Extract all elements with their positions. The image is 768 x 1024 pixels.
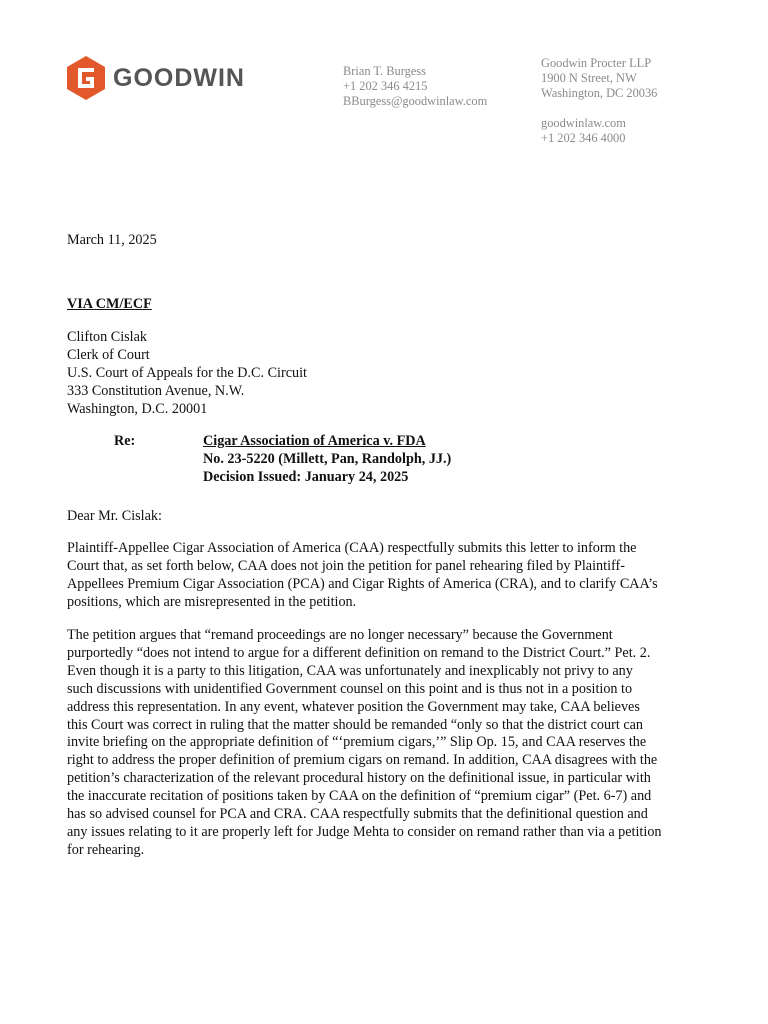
recipient-title: Clerk of Court [67,346,150,363]
firm-address-line2: Washington, DC 20036 [541,86,658,100]
re-decision-date: Decision Issued: January 24, 2025 [203,468,409,485]
paragraph-line: petition’s characterization of the relevant procedural history on the definitional issue, in particular with [67,770,651,787]
paragraph-line: Plaintiff-Appellee Cigar Association of America (CAA) respectfully submits this letter to inform the [67,540,637,556]
firm-name: Goodwin Procter [541,56,626,70]
firm-name-line [541,56,657,71]
sender-name: Brian T. Burgess [343,64,426,78]
body-paragraph-2 [67,627,707,860]
sender-phone: +1 202 346 4215 [343,79,428,93]
firm-website: goodwinlaw.com [541,116,626,130]
paragraph-line: any issues relating to it are properly left for Judge Mehta to consider on remand rather than via a petition [67,823,662,840]
paragraph-line: The petition argues that “remand proceedings are no longer necessary” because the Government [67,627,613,643]
sender-contact [343,64,487,109]
firm-phone: +1 202 346 4000 [541,131,626,145]
goodwin-logo-mark-icon [67,56,105,100]
re-case-number: No. 23-5220 (Millett, Pan, Randolph, JJ.) [203,450,452,467]
recipient-name: Clifton Cislak [67,329,148,345]
firm-address [541,56,657,146]
paragraph-line: this Court was correct in ruling that the matter should be remanded “only so that the district court can [67,716,644,733]
paragraph-line: has so advised counsel for PCA and CRA. CAA respectfully submits that the definitional question and [67,806,648,823]
re-label: Re: [114,433,136,449]
delivery-method: VIA CM/ECF [67,296,152,312]
recipient-street: 333 Constitution Avenue, N.W. [67,382,245,399]
paragraph-line: for rehearing. [67,841,145,858]
recipient-address [67,329,707,419]
goodwin-logo [67,56,245,100]
paragraph-line: the inaccurate recitation of positions taken by CAA on the definition of “premium cigar” (Pet. 6-7) and [67,788,652,805]
firm-address-line1: 1900 N Street, NW [541,71,637,85]
paragraph-line: invite briefing on the appropriate definition of “‘premium cigars,’” Slip Op. 15, and CAA reserves the [67,734,647,751]
paragraph-line: address this representation. In any event, whatever position the Government may take, CAA believes [67,698,640,715]
firm-suffix: LLP [629,56,652,70]
letter-date: March 11, 2025 [67,232,157,248]
paragraph-line: positions, which are misrepresented in the petition. [67,593,357,610]
paragraph-line: Even though it is a party to this litigation, CAA was unfortunately and inexplicably not privy to any [67,662,633,679]
paragraph-line: such discussions with unidentified Government counsel on this point and is thus not in a position to [67,680,633,697]
paragraph-line: Appellees Premium Cigar Association (PCA) and Cigar Rights of America (CRA), and to clarify CAA’s [67,575,658,592]
salutation: Dear Mr. Cislak: [67,508,162,524]
paragraph-line: Court that, as set forth below, CAA does not join the petition for panel rehearing filed by Plaintiff- [67,557,625,574]
recipient-city: Washington, D.C. 20001 [67,400,208,417]
sender-email: BBurgess@goodwinlaw.com [343,94,488,108]
re-block [203,433,451,487]
recipient-court: U.S. Court of Appeals for the D.C. Circuit [67,364,307,381]
re-case-name: Cigar Association of America v. FDA [203,433,426,449]
body-paragraph-1 [67,540,707,612]
logo-wordmark: GOODWIN [113,63,245,92]
paragraph-line: purportedly “does not intend to argue for a different definition on remand to the District Court.” Pet. 2. [67,644,651,661]
paragraph-line: right to address the proper definition of premium cigars on remand. In addition, CAA disagrees with the [67,752,658,769]
